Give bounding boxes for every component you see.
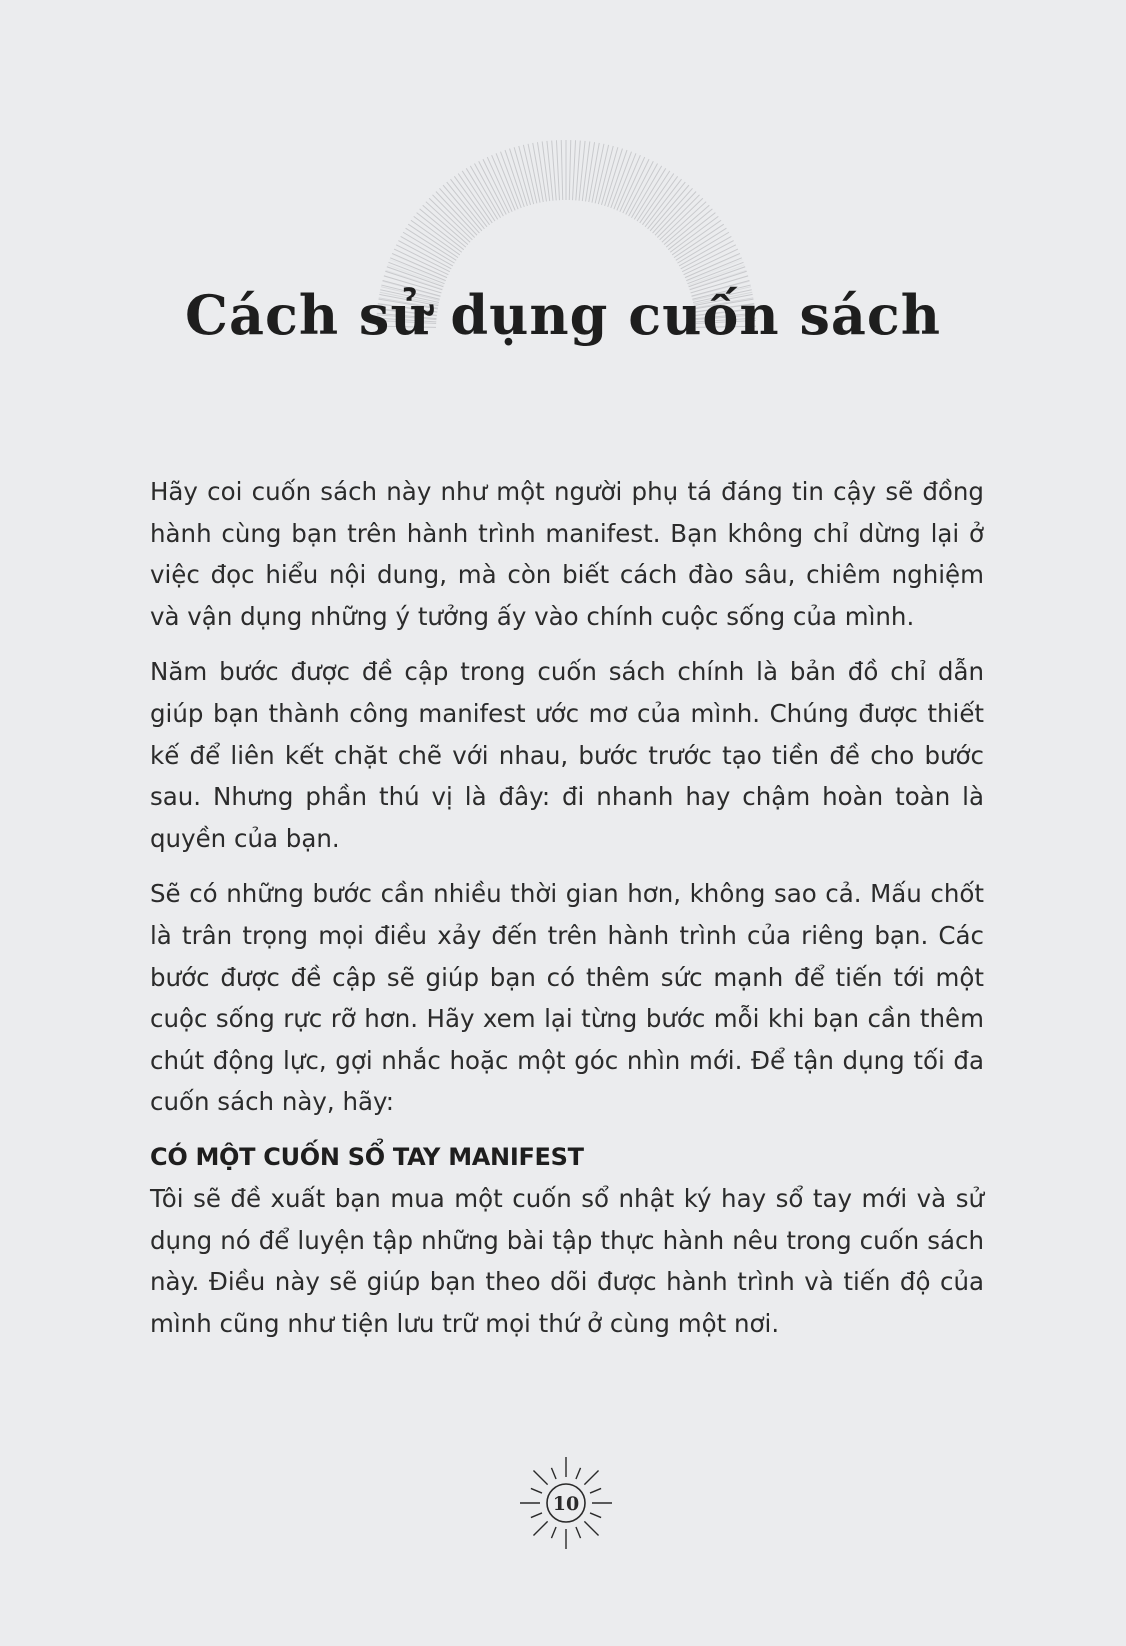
- sun-ray: [584, 1521, 598, 1535]
- section-paragraph: Tôi sẽ đề xuất bạn mua một cuốn sổ nhật ký hay sổ tay mới và sử dụng nó để luyện tập những bài tập thực hành nêu trong cuốn sách này. Điều này sẽ giúp bạn theo dõi được hành trình và tiến độ của mình cũng như tiện lưu trữ mọi thứ ở cùng một nơi.: [150, 1183, 984, 1338]
- sun-ray: [531, 1513, 542, 1518]
- page-number: 10: [552, 1493, 580, 1515]
- sun-ray: [590, 1488, 601, 1493]
- sun-ray: [576, 1527, 581, 1538]
- sun-ray: [584, 1470, 598, 1484]
- sun-ray: [531, 1488, 542, 1493]
- sun-ray: [533, 1521, 547, 1535]
- paragraph-2: Năm bước được đề cập trong cuốn sách chính là bản đồ chỉ dẫn giúp bạn thành công manifest ước mơ của mình. Chúng được thiết kế để liên kết chặt chẽ với nhau, bước trước tạo tiền đề cho bước sau. Nhưng phần thú vị là đây: đi nhanh hay chậm hoàn toàn là quyền của bạn.: [150, 657, 984, 853]
- sun-ray: [533, 1470, 547, 1484]
- paragraph-1: Hãy coi cuốn sách này như một người phụ tá đáng tin cậy sẽ đồng hành cùng bạn trên hành trình manifest. Bạn không chỉ dừng lại ở việc đọc hiểu nội dung, mà còn biết cách đào sâu, chiêm nghiệm và vận dụng những ý tưởng ấy vào chính cuộc sống của mình.: [150, 477, 984, 631]
- sun-ray: [576, 1468, 581, 1479]
- page-title: Cách sử dụng cuốn sách: [185, 283, 941, 347]
- sun-ray: [551, 1468, 556, 1479]
- section-heading: CÓ MỘT CUỐN SỔ TAY MANIFEST: [150, 1142, 584, 1171]
- sun-ray: [590, 1513, 601, 1518]
- paragraph-3: Sẽ có những bước cần nhiều thời gian hơn, không sao cả. Mấu chốt là trân trọng mọi điều xảy đến trên hành trình của riêng bạn. Các bước được đề cập sẽ giúp bạn có thêm sức mạnh để tiến tới một cuộc sống rực rỡ hơn. Hãy xem lại từng bước mỗi khi bạn cần thêm chút động lực, gợi nhắc hoặc một góc nhìn mới. Để tận dụng tối đa cuốn sách này, hãy:: [150, 879, 984, 1117]
- sun-ray: [551, 1527, 556, 1538]
